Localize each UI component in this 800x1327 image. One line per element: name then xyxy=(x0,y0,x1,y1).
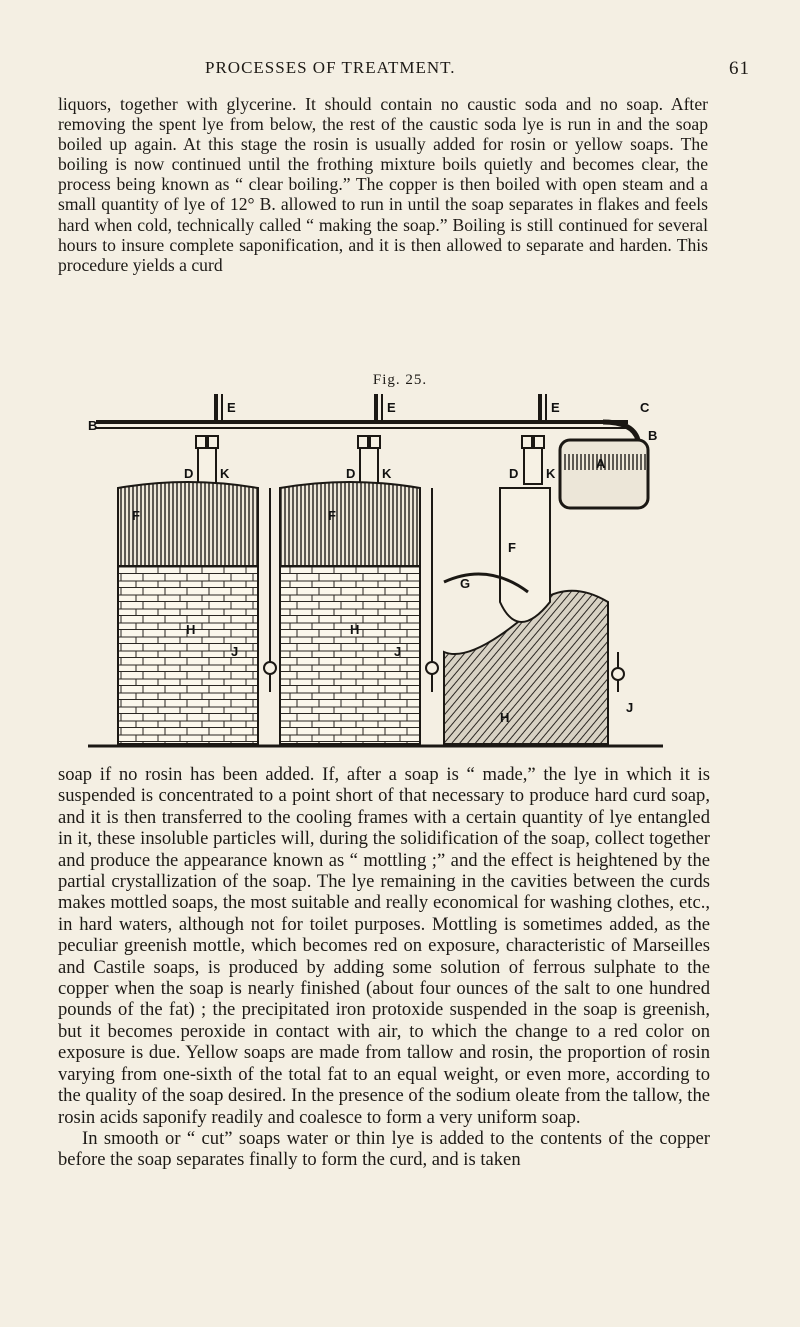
label-h-3: H xyxy=(500,710,510,725)
paragraph-bottom xyxy=(58,764,710,1171)
paragraph-smooth-soaps: In smooth or “ cut” soaps water or thin lye is added to the contents of the copper before the soap separates finally to form the curd, and is taken xyxy=(58,1127,710,1171)
label-e-1: E xyxy=(227,400,236,415)
label-f-1: F xyxy=(132,508,140,523)
running-head-title: PROCESSES OF TREATMENT. xyxy=(205,58,456,77)
soap-copper-figure xyxy=(88,392,663,752)
label-k-3: K xyxy=(546,466,556,481)
label-j-1: J xyxy=(231,644,239,659)
label-c: C xyxy=(640,400,650,415)
paragraph-top: liquors, together with glycerine. It should contain no caustic soda and no soap. After removing the spent lye from below, the rest of the caustic soda lye is run in and the soap boiled up again. At this stage the rosin is usually added for rosin or yellow soaps. The boiling is now continued until the frothing mixture boils quietly and becomes clear, the process being known as “ clear boiling.” The copper is then boiled with open steam and a small quantity of lye of 12° B. allowed to run in until the soap separates in flakes and feels hard when cold, technically called “ making the soap.” Boiling is still continued for several hours to insure complete saponification, and it is then allowed to separate and harden. This procedure yields a curd xyxy=(58,94,708,275)
label-e-2: E xyxy=(387,400,396,415)
figure-caption: Fig. 25. xyxy=(372,372,428,388)
label-k-2: K xyxy=(382,466,392,481)
label-h-2: H xyxy=(350,622,360,637)
label-a: A xyxy=(596,456,606,471)
label-b-left: B xyxy=(88,418,98,433)
label-e-3: E xyxy=(551,400,560,415)
label-d-3: D xyxy=(509,466,519,481)
label-b-right: B xyxy=(648,428,658,443)
running-head xyxy=(60,58,750,82)
label-h-1: H xyxy=(186,622,196,637)
label-f-2: F xyxy=(328,508,336,523)
label-j-3: J xyxy=(626,700,634,715)
label-d-1: D xyxy=(184,466,194,481)
label-d-2: D xyxy=(346,466,356,481)
label-j-2: J xyxy=(394,644,402,659)
paragraph-mottling: soap if no rosin has been added. If, after a soap is “ made,” the lye in which it is suspended is concentrated to a point short of that necessary to produce hard curd soap, and it is then transferred to the cooling frames with a certain quantity of lye entangled in it, these insoluble particles will, during the solidification of the soap, collect together and produce the appearance known as “ mottling ;” and the effect is heightened by the partial crystallization of the soap. The lye remaining in the cavities between the curds makes mottled soaps, the most suitable and really economical for washing clothes, etc., in hard waters, although not for toilet purposes. Mottling is sometimes added, as the peculiar greenish mottle, which becomes red on exposure, characteristic of Marseilles and Castile soaps, is produced by adding some solution of ferrous sulphate to the copper when the soap is nearly finished (about four ounces of the salt to one hundred pounds of the fat) ; the precipitated iron protoxide suspended in the soap is greenish, but it becomes peroxide in contact with air, to which the change to a red color on exposure is due. Yellow soaps are made from tallow and rosin, the proportion of rosin varying from one-sixth of the total fat to an equal weight, or even more, according to the quality of the soap desired. In the presence of the sodium oleate from the tallow, the rosin acids saponify readily and coalesce to form a very uniform soap. xyxy=(58,764,710,1128)
label-f-3: F xyxy=(508,540,516,555)
label-k-1: K xyxy=(220,466,230,481)
page-number: 61 xyxy=(729,58,750,79)
label-g: G xyxy=(460,576,471,591)
